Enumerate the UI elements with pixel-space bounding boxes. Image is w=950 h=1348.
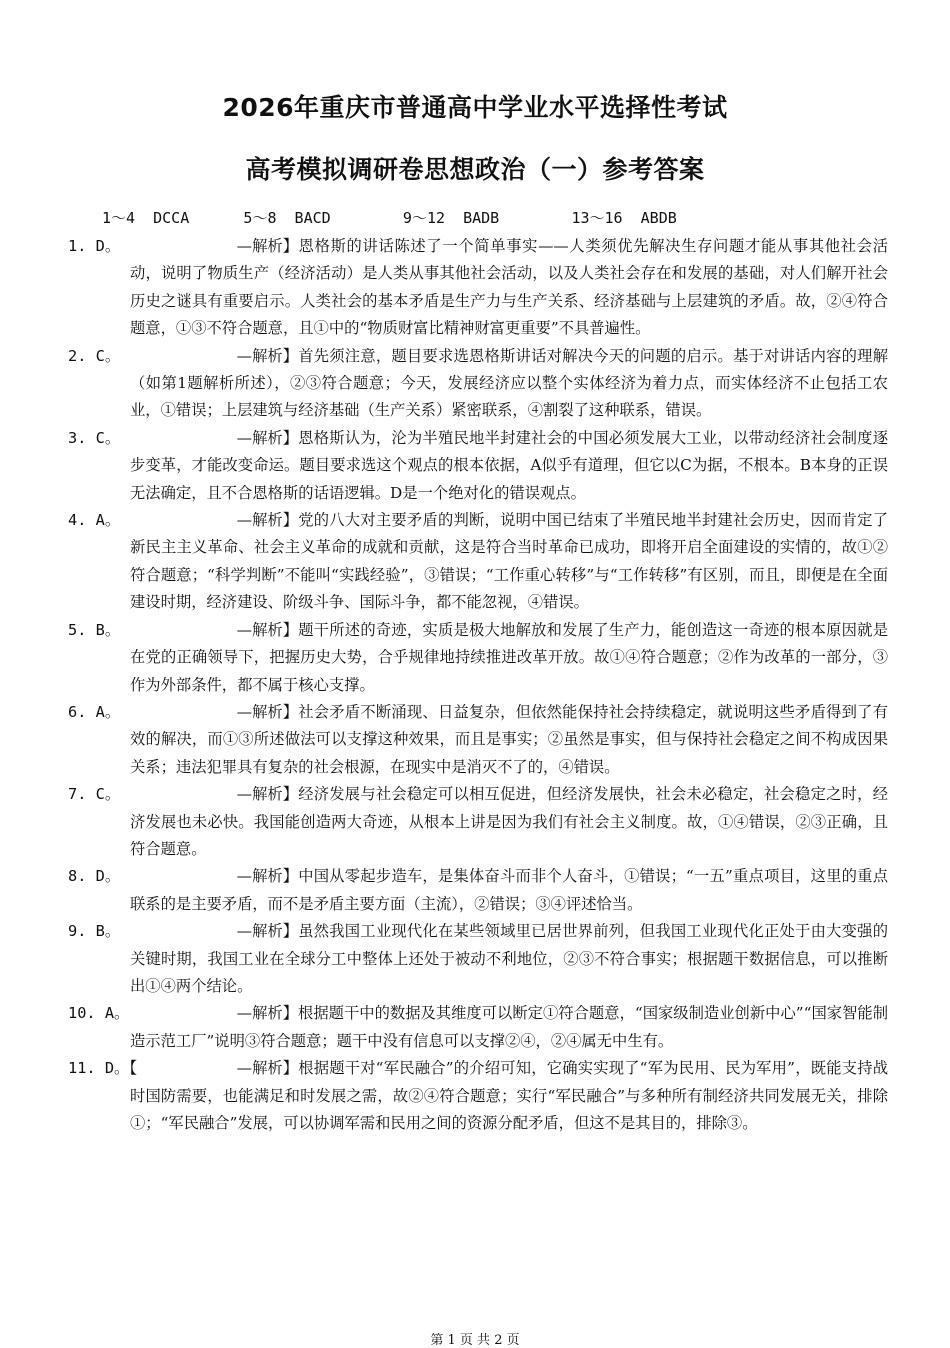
explanation-text: 党的八大对主要矛盾的判断，说明中国已结束了半殖民地半封建社会历史，因而肯定了新民主主义革命、社会主义革命的成就和贡献，这是符合当时革命已成功，即将开启全面建设的实情的，故①②符合题意；“科学判断”不能叫“实践经验”，③错误；“工作重心转移”与“工作转移”有区别，而且，即便是在全面建设时期，经济建设、阶级斗争、国际斗争，都不能忽视，④错误。 [130,511,888,612]
analysis-tag: —解析】 [236,867,298,886]
question-number: 10. A。 [68,1004,130,1023]
explanation-text: 恩格斯认为，沦为半殖民地半封建社会的中国必须发展大工业，以带动经济社会制度逐步变革，才能改变命运。题目要求选这个观点的根本依据，A似乎有道理，但它以C为据，不根本。B本身的正误无法确定，且不合恩格斯的话语逻辑。D是一个绝对化的错误观点。 [130,428,888,502]
explanation-text: 根据题干对“军民融合”的介绍可知，它确实实现了“军为民用、民为军用”，既能支持战时国防需要，也能满足和时发展之需，故②④符合题意；实行“军民融合”与多种所有制经济共同发展无关，排除①；“军民融合”发展，可以协调军需和民用之间的资源分配矛盾，但这不是其目的，排除③。 [130,1059,888,1132]
explanation-text: 经济发展与社会稳定可以相互促进，但经济发展快，社会未必稳定，社会稳定之时，经济发展也未必快。我国能创造两大奇迹，从根本上讲是因为我们有社会主义制度。故，①④错误，②③正确，且符合题意。 [130,785,888,858]
question-number: 1. D。 [68,237,121,255]
explanation-text: 中国从零起步造车，是集体奋斗而非个人奋斗，①错误；“一五”重点项目，这里的重点联系的是主要矛盾，而不是矛盾主要方面（主流），②错误；③④评述恰当。 [130,867,888,913]
analysis-tag: —解析】 [236,1004,298,1023]
explanation-text: 社会矛盾不断涌现、日益复杂，但依然能保持社会持续稳定，就说明这些矛盾得到了有效的解决，而①③所述做法可以支撑这种效果，而且是事实；②虽然是事实，但与保持社会稳定之间不构成因果关系；违法犯罪具有复杂的社会根源，在现实中是消灭不了的，④错误。 [130,702,888,776]
question-item [68,1055,888,1137]
question-item [68,1000,888,1055]
explanation-text: 恩格斯的讲话陈述了一个简单事实——人类须优先解决生存问题才能从事其他社会活动，说明了物质生产（经济活动）是人类从事其他社会活动，以及人类社会存在和发展的基础，对人们解开社会历史之谜具有重要启示。人类社会的基本矛盾是生产力与生产关系、经济基础与上层建筑的矛盾。故，②④符合题意，①③不符合题意，且①中的“物质财富比精神财富更重要”不具普遍性。 [130,237,888,338]
question-number: 11. D。【 [68,1059,137,1078]
analysis-tag: —解析】 [236,620,298,639]
question-number: 5. B。 [68,620,121,639]
question-explanation [130,1055,888,1137]
question-item [68,233,888,343]
analysis-tag: —解析】 [236,1059,298,1078]
analysis-tag: —解析】 [236,511,298,530]
question-explanation [130,507,888,617]
question-explanation [130,918,888,1000]
question-explanation [130,617,888,699]
question-item [68,507,888,617]
explanation-text: 根据题干中的数据及其维度可以断定①符合题意，“国家级制造业创新中心”“国家智能制造示范工厂”说明③符合题意；题干中没有信息可以支撑②④，②④属无中生有。 [130,1004,888,1050]
question-number: 2. C。 [68,346,121,365]
analysis-tag: —解析】 [236,702,298,721]
question-explanation [130,863,888,918]
question-item [68,918,888,1000]
analysis-tag: —解析】 [236,346,298,365]
analysis-tag: —解析】 [236,428,298,447]
question-explanation [130,425,888,507]
question-explanation [130,343,888,425]
question-item [68,343,888,425]
question-number: 8. D。 [68,867,121,886]
page-title: 2026年重庆市普通高中学业水平选择性考试 [222,93,728,122]
answer-key-line: 1～4 DCCA 5～8 BACD 9～12 BADB 13～16 ABDB [102,209,677,227]
page-subtitle: 高考模拟调研卷思想政治（一）参考答案 [245,155,705,184]
question-item [68,863,888,918]
question-list [68,233,888,1137]
question-item [68,781,888,863]
question-number: 4. A。 [68,511,121,530]
question-item [68,699,888,781]
question-explanation [130,699,888,781]
question-explanation [130,781,888,863]
analysis-tag: —解析】 [236,785,298,804]
page-footer: 第 1 页 共 2 页 [430,1333,520,1348]
question-number: 6. A。 [68,702,121,721]
explanation-text: 题干所述的奇迹，实质是极大地解放和发展了生产力，能创造这一奇迹的根本原因就是在党的正确领导下，把握历史大势，合乎规律地持续推进改革开放。故①④符合题意；②作为改革的一部分，③作为外部条件，都不属于核心支撑。 [130,620,888,694]
question-item [68,617,888,699]
explanation-text: 首先须注意，题目要求选恩格斯讲话对解决今天的问题的启示。基于对讲话内容的理解（如第1题解析所述），②③符合题意；今天，发展经济应以整个实体经济为着力点，而实体经济不止包括工农业，①错误；上层建筑与经济基础（生产关系）紧密联系，④割裂了这种联系，错误。 [130,346,888,420]
question-number: 9. B。 [68,922,121,941]
question-item [68,425,888,507]
question-number: 3. C。 [68,428,121,447]
explanation-text: 虽然我国工业现代化在某些领域里已居世界前列，但我国工业现代化正处于由大变强的关键时期，我国工业在全球分工中整体上还处于被动不利地位，②③不符合事实；根据题干数据信息，可以推断出①④两个结论。 [130,922,888,995]
question-number: 7. C。 [68,785,121,804]
analysis-tag: —解析】 [236,922,298,941]
question-explanation [130,233,888,343]
analysis-tag: —解析】 [236,237,298,255]
question-explanation [130,1000,888,1055]
